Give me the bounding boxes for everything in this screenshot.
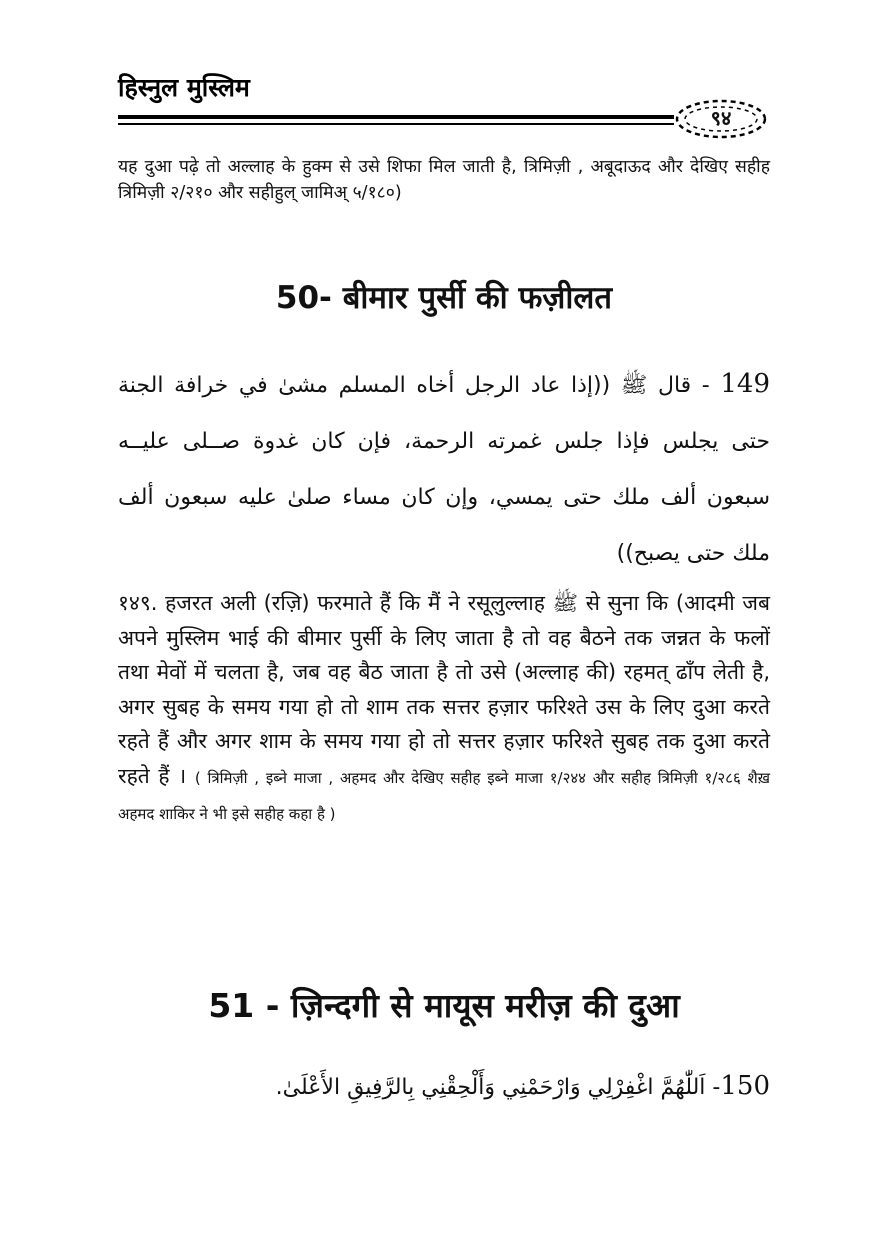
hadith-150-arabic xyxy=(118,1058,770,1116)
header-rule-thick xyxy=(118,115,674,119)
section-51-heading: 51 - ज़िन्दगी से मायूस मरीज़ की दुआ xyxy=(208,986,680,1025)
header-rule-thin xyxy=(118,123,674,125)
hadith-149-translation xyxy=(118,586,770,832)
hadith-150-number: 150 xyxy=(720,1071,770,1101)
hadith-149-citation: ( त्रिमिज़ी , इब्ने माजा , अहमद और देखिए सहीह इब्ने माजा १/२४४ और सहीह त्रिमिज़ी १/२८६ शैख़ अहमद शाकिर ने भी इसे सहीह कहा है ) xyxy=(118,768,771,823)
hadith-149-number: 149 xyxy=(720,369,770,399)
section-50-heading: 50- बीमार पुर्सी की फज़ीलत xyxy=(275,280,613,316)
hadith-149-translation-text: १४९. हजरत अली (रज़ि) फरमाते हैं कि मैं ने रसूलुल्लाह ﷺ से सुना कि (आदमी जब अपने मुस्लिम भाई की बीमार पुर्सी के लिए जाता है तो वह बैठने तक जन्नत के फलों तथा मेवों में चलता है, जब वह बैठ जाता है तो उसे (अल्लाह की) रहमत् ढाँप लेती है, अगर सुबह के समय गया हो तो शाम तक सत्तर हज़ार फरिश्ते उस के लिए दुआ करते रहते हैं और अगर शाम के समय गया हो तो सत्तर हज़ार फरिश्ते सुबह तक दुआ करते रहते हैं । xyxy=(118,591,770,788)
hadith-149-arabic xyxy=(118,356,770,582)
page-number: ९४ xyxy=(710,106,732,130)
hadith-149-arabic-text: - قال ﷺ ((إذا عاد الرجل أخاه المسلم مشىٰ في خرافة الجنة حتى يجلس فإذا جلس غمرته الرحمة، فإن كان غدوة صــلى عليــه سبعون ألف ملك حتى يمسي، وإن كان مساء صلىٰ عليه سبعون ألف ملك حتى يصبح)) xyxy=(118,373,770,566)
book-title: हिस्नुल मुस्लिम xyxy=(118,73,250,102)
continued-paragraph: यह दुआ पढ़े तो अल्लाह के हुक्म से उसे शिफा मिल जाती है, त्रिमिज़ी , अबूदाऊद और देखिए सहीह त्रिमिज़ी २/२१० और सहीहुल् जामिअ् ५/१८०) xyxy=(118,157,770,203)
hadith-150-arabic-text: - اَللّٰهُمَّ اغْفِرْلِي وَارْحَمْنِي وَأَلْحِقْنِي بِالرَّفِيقِ الأَعْلَىٰ. xyxy=(275,1075,721,1100)
